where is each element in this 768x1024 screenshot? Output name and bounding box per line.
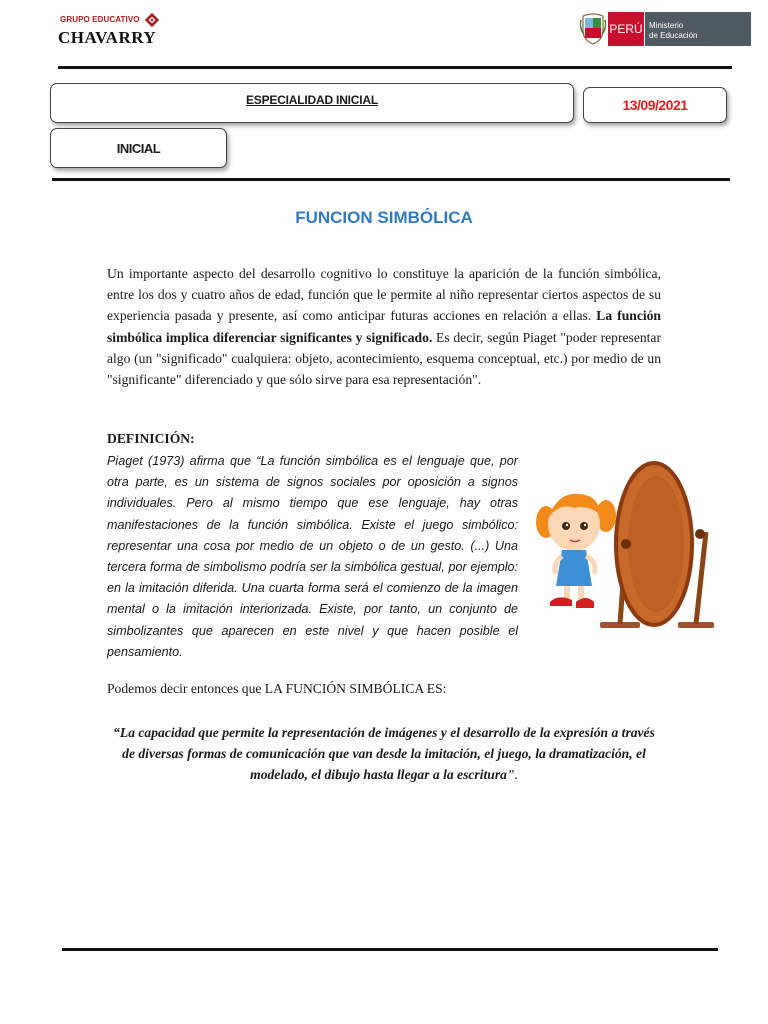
page-title: FUNCION SIMBÓLICA <box>295 208 473 227</box>
level-box: INICIAL <box>50 128 227 168</box>
section-divider <box>52 178 730 181</box>
specialty-label: ESPECIALIDAD INICIAL <box>245 93 378 107</box>
country-label: PERÚ <box>608 12 644 46</box>
logo-name: CHAVARRY <box>58 28 157 47</box>
girl-mirror-illustration <box>528 452 718 644</box>
definition-quote: “La capacidad que permite la representación de imágenes y el desarrollo de la expresión a través de diversas formas de comunicación que van desde la imitación, el juego, la dramatización, el modelado, el dibujo hasta llegar a la escritura”. <box>113 725 655 782</box>
definition-heading: DEFINICIÓN: <box>107 431 195 446</box>
coat-of-arms-icon <box>580 12 606 46</box>
intro-paragraph: Un importante aspecto del desarrollo cognitivo lo constituye la aparición de la función simbólica, entre los dos y cuatro años de edad, función que le permite al niño representar ciertos aspectos de su experiencia pasada y presente, así como anticipar futuras acciones en relación a ellas. La función simbólica implica diferenciar significantes y significado. Es decir, según Piaget "poder representar algo (un "significado" cualquiera: objeto, acontecimiento, esquema conceptual, etc.) por medio de un "significante" diferenciado y que sólo sirve para esa representación". <box>107 266 661 388</box>
date-box: 13/09/2021 <box>583 87 727 123</box>
lead-sentence: Podemos decir entonces que LA FUNCIÓN SIMBÓLICA ES: <box>107 681 447 696</box>
specialty-box <box>50 83 574 123</box>
ministry-label: Ministerio de Educación <box>645 12 751 46</box>
footer-divider <box>62 948 718 951</box>
government-logo <box>580 12 751 46</box>
definition-text: Piaget (1973) afirma que “La función simbólica es el lenguaje que, por otra parte, es un sistema de signos sociales por oposición a signos individuales. Pero al mismo tiempo que ese lenguaje, hay otras manifestaciones de la función simbólica. Existe el juego simbólico: representar una cosa por medio de un objeto o de un gesto. (...) Una tercera forma de simbolismo podría ser la simbólica gestual, por ejemplo: en la imitación diferida. Una cuarta forma será el comienzo de la imagen mental o la imitación interiorizada. Existe, por tanto, un conjunto de simbolizantes que aparecen en este nivel y que hacen posible el pensamiento. <box>107 454 518 659</box>
header-divider <box>58 66 732 69</box>
school-logo <box>58 12 168 52</box>
diamond-logo-icon <box>144 12 160 28</box>
logo-subtitle: GRUPO EDUCATIVO <box>60 15 140 24</box>
